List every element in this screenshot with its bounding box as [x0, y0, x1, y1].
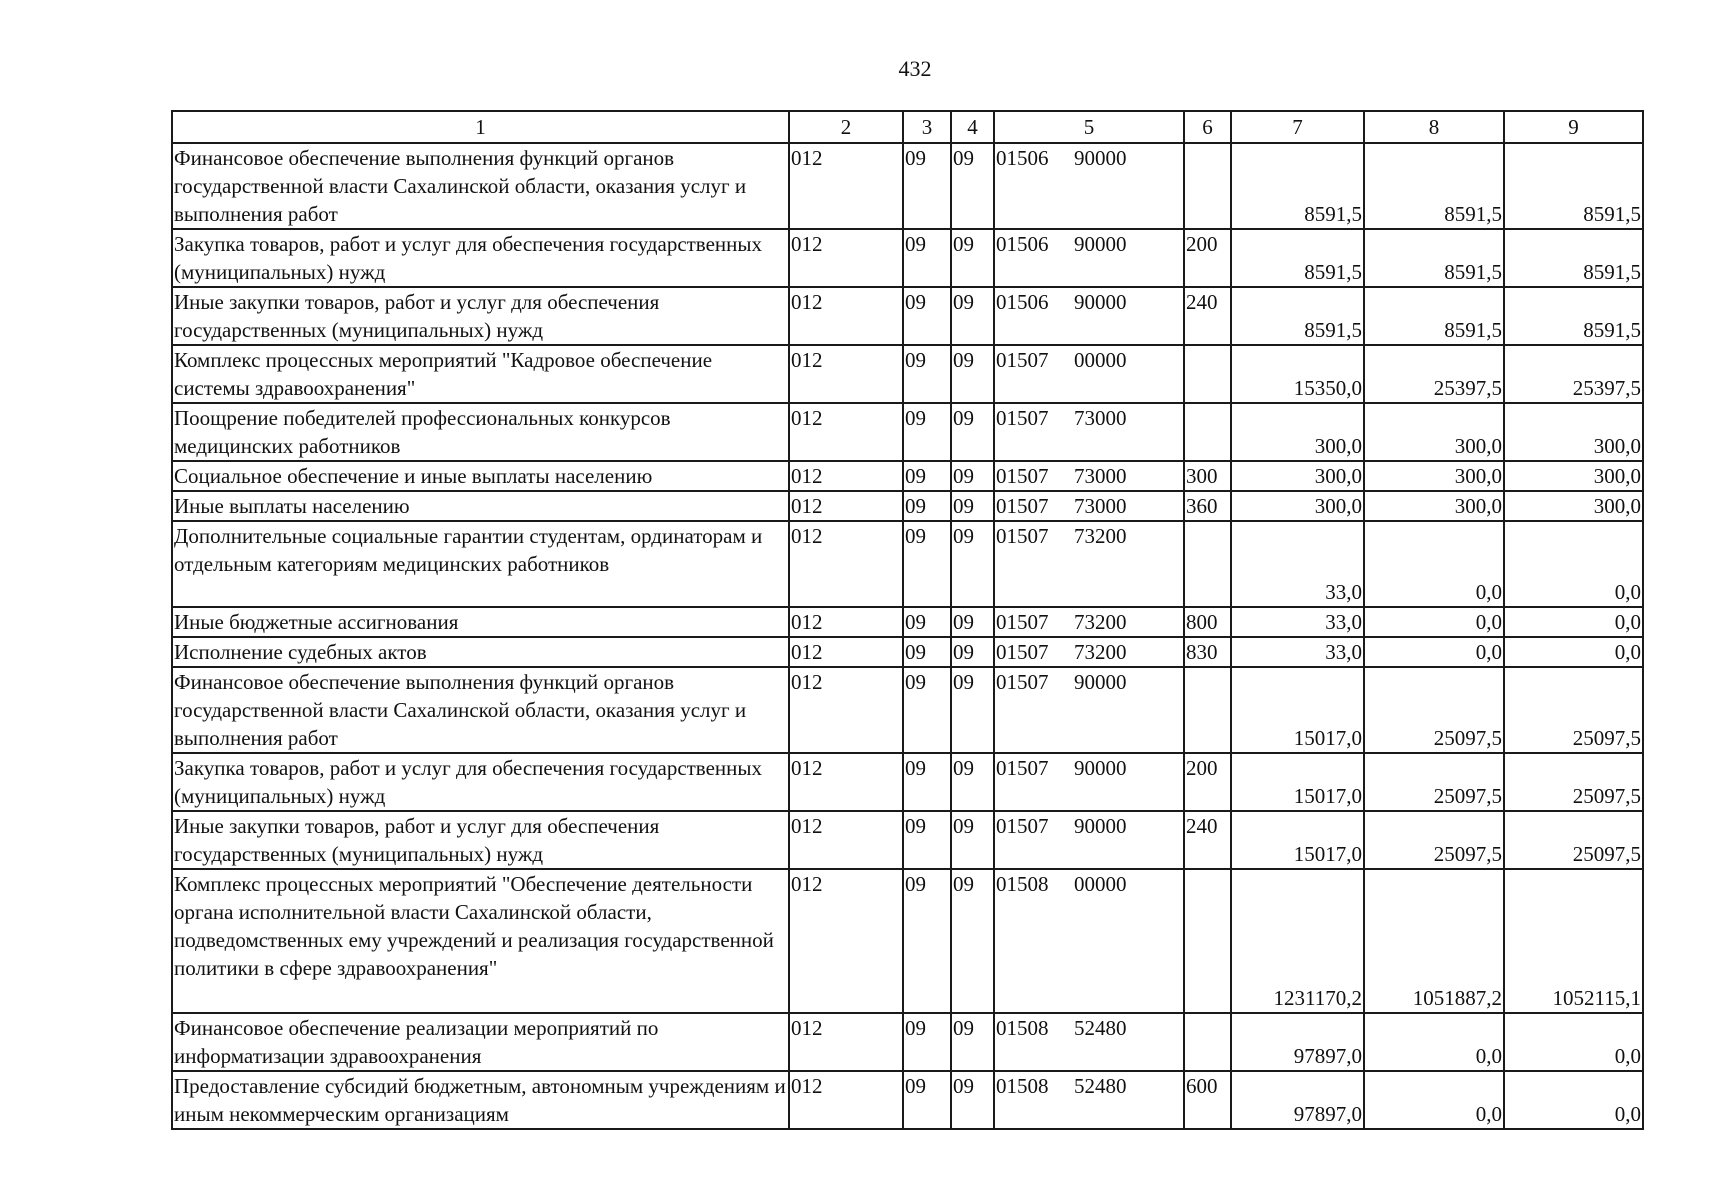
row-name: Комплекс процессных мероприятий "Кадровое обеспечение системы здравоохранения" [172, 345, 789, 403]
row-budget-code: 012 [789, 869, 903, 1013]
row-expense-type: 600 [1184, 1071, 1231, 1129]
row-amount-col7: 8591,5 [1231, 287, 1364, 345]
row-budget-code: 012 [789, 143, 903, 229]
row-name: Иные выплаты населению [172, 491, 789, 521]
row-subsection-code: 09 [951, 811, 994, 869]
program-code-part: 01507 [996, 640, 1049, 664]
row-section-code: 09 [903, 287, 951, 345]
row-amount-col8: 8591,5 [1364, 143, 1504, 229]
row-amount-col8: 0,0 [1364, 1071, 1504, 1129]
program-code-part: 01506 [996, 290, 1049, 314]
row-section-code: 09 [903, 753, 951, 811]
row-amount-col9: 8591,5 [1504, 229, 1643, 287]
row-subsection-code: 09 [951, 229, 994, 287]
header-row [172, 111, 1643, 143]
row-budget-code: 012 [789, 229, 903, 287]
program-code-part: 01507 [996, 814, 1049, 838]
program-code-part: 01506 [996, 146, 1049, 170]
table-row [172, 461, 1643, 491]
column-header: 7 [1231, 111, 1364, 143]
row-name: Комплекс процессных мероприятий "Обеспечение деятельности органа исполнительной власти Сахалинской области, подведомственных ему учреждений и реализация государственной политики в сфере здравоохранения" [172, 869, 789, 1013]
row-expense-type: 200 [1184, 753, 1231, 811]
row-section-code: 09 [903, 1071, 951, 1129]
row-amount-col9: 0,0 [1504, 521, 1643, 607]
table-row [172, 491, 1643, 521]
program-code-part: 01507 [996, 464, 1049, 488]
row-amount-col9: 25097,5 [1504, 811, 1643, 869]
row-section-code: 09 [903, 521, 951, 607]
row-amount-col8: 25097,5 [1364, 811, 1504, 869]
row-amount-col8: 1051887,2 [1364, 869, 1504, 1013]
row-amount-col8: 25097,5 [1364, 667, 1504, 753]
row-program-code [994, 521, 1184, 607]
direction-code-part: 90000 [1074, 146, 1127, 170]
row-subsection-code: 09 [951, 607, 994, 637]
direction-code-part: 73000 [1074, 494, 1127, 518]
row-expense-type [1184, 521, 1231, 607]
row-name: Иные закупки товаров, работ и услуг для обеспечения государственных (муниципальных) нужд [172, 811, 789, 869]
row-budget-code: 012 [789, 521, 903, 607]
column-header: 8 [1364, 111, 1504, 143]
row-name: Закупка товаров, работ и услуг для обеспечения государственных (муниципальных) нужд [172, 753, 789, 811]
row-amount-col7: 15017,0 [1231, 811, 1364, 869]
row-amount-col9: 25397,5 [1504, 345, 1643, 403]
direction-code-part: 90000 [1074, 232, 1127, 256]
row-subsection-code: 09 [951, 521, 994, 607]
row-budget-code: 012 [789, 753, 903, 811]
row-name: Предоставление субсидий бюджетным, автономным учреждениям и иным некоммерческим организациям [172, 1071, 789, 1129]
direction-code-part: 90000 [1074, 290, 1127, 314]
row-amount-col8: 25097,5 [1364, 753, 1504, 811]
column-header: 4 [951, 111, 994, 143]
row-amount-col9: 300,0 [1504, 491, 1643, 521]
program-code-part: 01507 [996, 348, 1049, 372]
row-expense-type: 800 [1184, 607, 1231, 637]
row-amount-col9: 0,0 [1504, 1013, 1643, 1071]
row-amount-col8: 8591,5 [1364, 229, 1504, 287]
row-subsection-code: 09 [951, 667, 994, 753]
row-name: Дополнительные социальные гарантии студентам, ординаторам и отдельным категориям медицинских работников [172, 521, 789, 607]
program-code-part: 01508 [996, 1074, 1049, 1098]
row-program-code [994, 287, 1184, 345]
row-subsection-code: 09 [951, 403, 994, 461]
row-amount-col7: 33,0 [1231, 637, 1364, 667]
row-amount-col7: 300,0 [1231, 461, 1364, 491]
row-amount-col9: 1052115,1 [1504, 869, 1643, 1013]
program-code-part: 01507 [996, 406, 1049, 430]
column-header: 2 [789, 111, 903, 143]
row-amount-col7: 97897,0 [1231, 1013, 1364, 1071]
row-amount-col7: 300,0 [1231, 491, 1364, 521]
row-expense-type [1184, 143, 1231, 229]
row-section-code: 09 [903, 869, 951, 1013]
direction-code-part: 73000 [1074, 406, 1127, 430]
table-row [172, 1071, 1643, 1129]
row-expense-type: 200 [1184, 229, 1231, 287]
row-budget-code: 012 [789, 1013, 903, 1071]
row-budget-code: 012 [789, 345, 903, 403]
row-program-code [994, 345, 1184, 403]
row-section-code: 09 [903, 1013, 951, 1071]
table-row [172, 811, 1643, 869]
row-budget-code: 012 [789, 667, 903, 753]
row-section-code: 09 [903, 143, 951, 229]
row-amount-col9: 0,0 [1504, 607, 1643, 637]
row-amount-col9: 0,0 [1504, 637, 1643, 667]
row-budget-code: 012 [789, 403, 903, 461]
row-expense-type: 300 [1184, 461, 1231, 491]
row-amount-col8: 300,0 [1364, 403, 1504, 461]
row-amount-col8: 300,0 [1364, 461, 1504, 491]
row-name: Финансовое обеспечение выполнения функций органов государственной власти Сахалинской области, оказания услуг и выполнения работ [172, 143, 789, 229]
row-amount-col9: 0,0 [1504, 1071, 1643, 1129]
program-code-part: 01506 [996, 232, 1049, 256]
row-budget-code: 012 [789, 1071, 903, 1129]
row-amount-col9: 25097,5 [1504, 667, 1643, 753]
row-amount-col7: 15350,0 [1231, 345, 1364, 403]
table-row [172, 143, 1643, 229]
row-section-code: 09 [903, 491, 951, 521]
row-section-code: 09 [903, 345, 951, 403]
budget-table [171, 110, 1644, 1130]
row-program-code [994, 753, 1184, 811]
direction-code-part: 73200 [1074, 524, 1127, 548]
row-expense-type: 240 [1184, 811, 1231, 869]
direction-code-part: 73200 [1074, 610, 1127, 634]
row-program-code [994, 1013, 1184, 1071]
row-amount-col8: 0,0 [1364, 521, 1504, 607]
row-amount-col9: 8591,5 [1504, 287, 1643, 345]
column-header: 6 [1184, 111, 1231, 143]
direction-code-part: 73200 [1074, 640, 1127, 664]
direction-code-part: 52480 [1074, 1016, 1127, 1040]
row-program-code [994, 491, 1184, 521]
row-subsection-code: 09 [951, 491, 994, 521]
row-program-code [994, 403, 1184, 461]
row-name: Финансовое обеспечение выполнения функций органов государственной власти Сахалинской области, оказания услуг и выполнения работ [172, 667, 789, 753]
page-number: 432 [898, 56, 932, 81]
program-code-part: 01507 [996, 524, 1049, 548]
row-subsection-code: 09 [951, 869, 994, 1013]
row-amount-col8: 300,0 [1364, 491, 1504, 521]
row-amount-col7: 97897,0 [1231, 1071, 1364, 1129]
row-section-code: 09 [903, 461, 951, 491]
row-name: Иные бюджетные ассигнования [172, 607, 789, 637]
row-amount-col7: 33,0 [1231, 607, 1364, 637]
table-row [172, 345, 1643, 403]
row-budget-code: 012 [789, 607, 903, 637]
row-amount-col8: 0,0 [1364, 637, 1504, 667]
row-section-code: 09 [903, 667, 951, 753]
table-row [172, 287, 1643, 345]
row-expense-type: 360 [1184, 491, 1231, 521]
table-row [172, 637, 1643, 667]
row-section-code: 09 [903, 607, 951, 637]
row-subsection-code: 09 [951, 345, 994, 403]
program-code-part: 01507 [996, 494, 1049, 518]
row-amount-col7: 8591,5 [1231, 143, 1364, 229]
row-amount-col8: 0,0 [1364, 607, 1504, 637]
row-subsection-code: 09 [951, 637, 994, 667]
row-name: Финансовое обеспечение реализации мероприятий по информатизации здравоохранения [172, 1013, 789, 1071]
direction-code-part: 52480 [1074, 1074, 1127, 1098]
row-subsection-code: 09 [951, 461, 994, 491]
row-subsection-code: 09 [951, 1013, 994, 1071]
row-section-code: 09 [903, 811, 951, 869]
row-amount-col7: 15017,0 [1231, 753, 1364, 811]
row-program-code [994, 811, 1184, 869]
row-subsection-code: 09 [951, 143, 994, 229]
row-budget-code: 012 [789, 637, 903, 667]
row-amount-col8: 8591,5 [1364, 287, 1504, 345]
row-section-code: 09 [903, 403, 951, 461]
row-amount-col7: 8591,5 [1231, 229, 1364, 287]
row-expense-type [1184, 869, 1231, 1013]
table-row [172, 403, 1643, 461]
row-amount-col9: 25097,5 [1504, 753, 1643, 811]
row-budget-code: 012 [789, 287, 903, 345]
program-code-part: 01507 [996, 610, 1049, 634]
row-name: Поощрение победителей профессиональных конкурсов медицинских работников [172, 403, 789, 461]
row-amount-col7: 33,0 [1231, 521, 1364, 607]
row-amount-col7: 1231170,2 [1231, 869, 1364, 1013]
direction-code-part: 90000 [1074, 670, 1127, 694]
table-row [172, 1013, 1643, 1071]
row-program-code [994, 143, 1184, 229]
row-expense-type [1184, 1013, 1231, 1071]
row-amount-col8: 0,0 [1364, 1013, 1504, 1071]
direction-code-part: 00000 [1074, 872, 1127, 896]
program-code-part: 01508 [996, 1016, 1049, 1040]
program-code-part: 01508 [996, 872, 1049, 896]
column-header: 9 [1504, 111, 1643, 143]
row-amount-col9: 300,0 [1504, 403, 1643, 461]
row-subsection-code: 09 [951, 753, 994, 811]
row-name: Социальное обеспечение и иные выплаты населению [172, 461, 789, 491]
row-program-code [994, 607, 1184, 637]
row-name: Закупка товаров, работ и услуг для обеспечения государственных (муниципальных) нужд [172, 229, 789, 287]
row-subsection-code: 09 [951, 1071, 994, 1129]
row-program-code [994, 667, 1184, 753]
table-row [172, 667, 1643, 753]
row-program-code [994, 461, 1184, 491]
table-row [172, 521, 1643, 607]
row-expense-type [1184, 345, 1231, 403]
row-section-code: 09 [903, 229, 951, 287]
column-header: 5 [994, 111, 1184, 143]
row-program-code [994, 229, 1184, 287]
table-row [172, 229, 1643, 287]
row-amount-col9: 8591,5 [1504, 143, 1643, 229]
row-expense-type [1184, 403, 1231, 461]
row-budget-code: 012 [789, 461, 903, 491]
row-subsection-code: 09 [951, 287, 994, 345]
row-expense-type: 830 [1184, 637, 1231, 667]
direction-code-part: 90000 [1074, 814, 1127, 838]
row-expense-type: 240 [1184, 287, 1231, 345]
row-program-code [994, 1071, 1184, 1129]
row-expense-type [1184, 667, 1231, 753]
row-program-code [994, 637, 1184, 667]
row-amount-col8: 25397,5 [1364, 345, 1504, 403]
direction-code-part: 90000 [1074, 756, 1127, 780]
table-row [172, 753, 1643, 811]
table-row [172, 869, 1643, 1013]
row-name: Исполнение судебных актов [172, 637, 789, 667]
direction-code-part: 73000 [1074, 464, 1127, 488]
row-budget-code: 012 [789, 491, 903, 521]
program-code-part: 01507 [996, 756, 1049, 780]
column-header: 1 [172, 111, 789, 143]
row-name: Иные закупки товаров, работ и услуг для обеспечения государственных (муниципальных) нужд [172, 287, 789, 345]
program-code-part: 01507 [996, 670, 1049, 694]
column-header: 3 [903, 111, 951, 143]
direction-code-part: 00000 [1074, 348, 1127, 372]
row-amount-col7: 15017,0 [1231, 667, 1364, 753]
row-section-code: 09 [903, 637, 951, 667]
row-amount-col7: 300,0 [1231, 403, 1364, 461]
row-amount-col9: 300,0 [1504, 461, 1643, 491]
row-budget-code: 012 [789, 811, 903, 869]
table-row [172, 607, 1643, 637]
row-program-code [994, 869, 1184, 1013]
